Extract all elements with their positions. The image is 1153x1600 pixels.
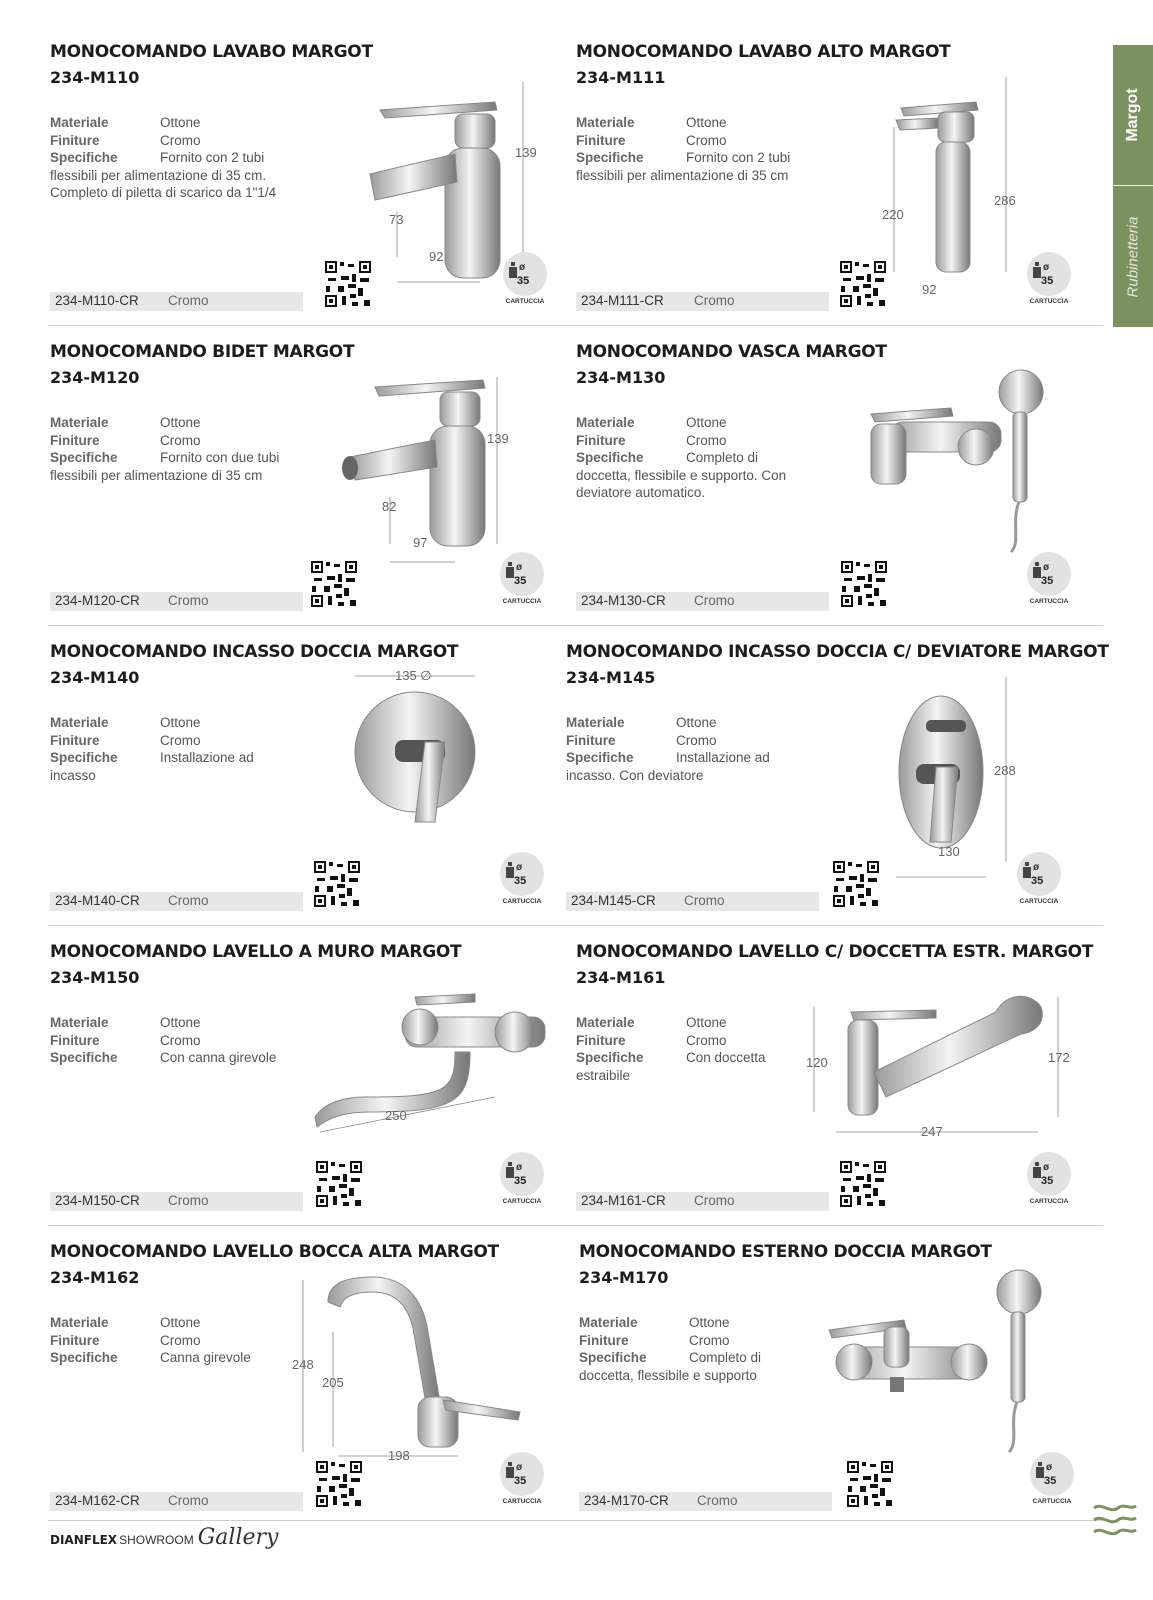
spec-label-specifiche: Specifiche — [576, 450, 644, 465]
cartridge-icon — [506, 862, 514, 878]
product-card-m150 — [50, 942, 580, 1242]
side-tab-category-label: Rubinetteria — [1124, 216, 1142, 297]
variant-row — [576, 1192, 829, 1211]
spec-value-specifiche: Completo di — [689, 1350, 762, 1365]
spec-label-materiale: Materiale — [579, 1315, 638, 1330]
product-card-m110 — [50, 42, 580, 342]
row-separator — [48, 925, 1103, 926]
spec-value-materiale: Ottone — [676, 715, 717, 730]
cartridge-badge — [1023, 552, 1075, 612]
dim-spout: 73 — [389, 212, 404, 227]
qr-code-icon[interactable] — [310, 560, 358, 608]
cartridge-size: 35 — [514, 1175, 527, 1187]
product-specs — [50, 714, 300, 784]
spec-label-specifiche: Specifiche — [50, 150, 118, 165]
spec-value-finiture: Cromo — [686, 132, 727, 148]
variant-finish: Cromo — [694, 593, 735, 608]
product-image — [806, 972, 1076, 1172]
qr-code-icon[interactable] — [846, 1460, 894, 1508]
spec-value-finiture: Cromo — [676, 732, 717, 748]
spec-value-finiture: Cromo — [160, 132, 201, 148]
product-code: 234-M162 — [50, 1268, 140, 1287]
cartridge-diameter: ø — [1043, 262, 1050, 273]
spec-note: flessibili per alimentazione di 35 cm — [576, 167, 789, 183]
product-code: 234-M170 — [579, 1268, 669, 1287]
cartridge-badge — [496, 1152, 548, 1212]
product-image — [856, 672, 1086, 872]
spec-label-materiale: Materiale — [576, 1015, 635, 1030]
variant-finish: Cromo — [168, 593, 209, 608]
cartridge-badge — [499, 252, 551, 312]
variant-finish: Cromo — [168, 893, 209, 908]
spec-value-finiture: Cromo — [686, 432, 727, 448]
spec-label-finiture: Finiture — [576, 1032, 626, 1048]
spec-label-specifiche: Specifiche — [566, 750, 634, 765]
spec-label-materiale: Materiale — [50, 1015, 109, 1030]
spec-value-specifiche: Fornito con due tubi — [160, 450, 280, 465]
spec-label-finiture: Finiture — [50, 732, 100, 748]
cartridge-label: CARTUCCIA — [1019, 898, 1059, 905]
dim-height: 288 — [994, 763, 1016, 778]
product-code: 234-M150 — [50, 968, 140, 987]
product-card-m162 — [50, 1242, 580, 1542]
spec-label-finiture: Finiture — [50, 1332, 100, 1348]
product-image — [335, 372, 565, 572]
variant-row — [50, 292, 303, 311]
row-separator — [48, 1225, 1103, 1226]
cartridge-diameter: ø — [519, 262, 526, 273]
side-tab-brand-label: Margot — [1124, 88, 1141, 142]
cartridge-badge — [1013, 852, 1065, 912]
product-card-m130 — [576, 342, 1106, 642]
product-specs — [576, 414, 826, 502]
spec-note: estraibile — [576, 1067, 631, 1083]
spec-value-materiale: Ottone — [160, 415, 201, 430]
qr-code-icon[interactable] — [313, 860, 361, 908]
product-title: MONOCOMANDO INCASSO DOCCIA MARGOT — [50, 642, 459, 662]
product-image — [861, 372, 1091, 572]
cartridge-size: 35 — [517, 275, 530, 287]
variant-code: 234-M145-CR — [571, 893, 656, 908]
product-card-m145 — [566, 642, 1109, 942]
variant-code: 234-M120-CR — [55, 593, 140, 608]
side-tab-category — [1113, 186, 1153, 327]
spec-value-specifiche: Completo di — [686, 450, 759, 465]
cartridge-diameter: ø — [1043, 1162, 1050, 1173]
spec-value-materiale: Ottone — [686, 1015, 727, 1030]
product-specs — [576, 1014, 826, 1084]
variant-code: 234-M110-CR — [55, 293, 139, 308]
footer-showroom: SHOWROOM — [119, 1533, 194, 1547]
spec-value-finiture: Cromo — [160, 432, 201, 448]
spec-value-materiale: Ottone — [160, 715, 201, 730]
cartridge-label: CARTUCCIA — [502, 898, 542, 905]
cartridge-icon — [1033, 262, 1041, 278]
spec-value-finiture: Cromo — [160, 732, 201, 748]
spec-value-specifiche: Canna girevole — [160, 1350, 251, 1365]
spec-label-specifiche: Specifiche — [50, 750, 118, 765]
product-title: MONOCOMANDO INCASSO DOCCIA C/ DEVIATORE MARGOT — [566, 642, 1109, 662]
variant-row — [566, 892, 819, 911]
variant-finish: Cromo — [684, 893, 725, 908]
dim-height-left: 120 — [806, 1055, 828, 1070]
spec-value-specifiche: Fornito con 2 tubi — [686, 150, 791, 165]
spec-note: incasso. Con deviatore — [566, 767, 704, 783]
cartridge-label: CARTUCCIA — [502, 1498, 542, 1505]
side-category-tab — [1113, 45, 1153, 327]
spec-label-materiale: Materiale — [576, 115, 635, 130]
cartridge-label: CARTUCCIA — [1029, 598, 1069, 605]
variant-finish: Cromo — [168, 293, 209, 308]
cartridge-label: CARTUCCIA — [1029, 298, 1069, 305]
spec-label-materiale: Materiale — [50, 415, 109, 430]
cartridge-label: CARTUCCIA — [502, 598, 542, 605]
footer-brand: DIANFLEX — [50, 1533, 118, 1547]
cartridge-icon — [1033, 562, 1041, 578]
spec-value-materiale: Ottone — [686, 115, 727, 130]
cartridge-icon — [509, 262, 517, 278]
cartridge-icon — [1036, 1462, 1044, 1478]
cartridge-size: 35 — [1041, 1175, 1054, 1187]
spec-value-finiture: Cromo — [686, 1032, 727, 1048]
product-code: 234-M111 — [576, 68, 666, 87]
cartridge-size: 35 — [1041, 275, 1054, 287]
dim-depth: 97 — [413, 535, 428, 550]
qr-code-icon[interactable] — [840, 560, 888, 608]
spec-value-specifiche: Fornito con 2 tubi — [160, 150, 265, 165]
footer-separator — [48, 1520, 1103, 1521]
spec-value-specifiche: Installazione ad — [160, 750, 254, 765]
cartridge-icon — [1023, 862, 1031, 878]
cartridge-size: 35 — [1031, 875, 1044, 887]
spec-value-finiture: Cromo — [160, 1032, 201, 1048]
variant-code: 234-M140-CR — [55, 893, 140, 908]
product-card-m170 — [579, 1242, 1109, 1542]
footer-script: Gallery — [197, 1525, 279, 1550]
dim-spout: 220 — [882, 207, 904, 222]
spec-label-finiture: Finiture — [566, 732, 616, 748]
product-code: 234-M110 — [50, 68, 140, 87]
spec-value-specifiche: Installazione ad — [676, 750, 770, 765]
product-card-m111 — [576, 42, 1106, 342]
dim-height-right: 172 — [1048, 1050, 1070, 1065]
cartridge-badge — [1023, 1152, 1075, 1212]
product-code: 234-M161 — [576, 968, 666, 987]
cartridge-label: CARTUCCIA — [505, 298, 545, 305]
spec-label-finiture: Finiture — [576, 432, 626, 448]
dim-height: 139 — [515, 145, 537, 160]
product-specs — [50, 1314, 300, 1367]
variant-row — [50, 1192, 303, 1211]
spec-note: flessibili per alimentazione di 35 cm. Completo di piletta di scarico da 1"1/4 — [50, 167, 277, 200]
spec-label-specifiche: Specifiche — [50, 1050, 118, 1065]
cartridge-diameter: ø — [516, 1162, 523, 1173]
product-image — [288, 1272, 518, 1472]
qr-code-icon[interactable] — [839, 1160, 887, 1208]
cartridge-label: CARTUCCIA — [502, 1198, 542, 1205]
variant-row — [576, 292, 829, 311]
spec-label-materiale: Materiale — [50, 115, 109, 130]
cartridge-label: CARTUCCIA — [1029, 1198, 1069, 1205]
variant-code: 234-M111-CR — [581, 293, 664, 308]
variant-row — [579, 1492, 832, 1511]
variant-row — [576, 592, 829, 611]
cartridge-label: CARTUCCIA — [1032, 1498, 1072, 1505]
product-specs — [50, 114, 300, 202]
dim-diameter: 135 ∅ — [395, 668, 432, 683]
product-specs — [579, 1314, 829, 1384]
cartridge-badge — [1026, 1452, 1078, 1512]
product-card-m120 — [50, 342, 580, 642]
qr-code-icon[interactable] — [324, 260, 372, 308]
spec-label-finiture: Finiture — [50, 1032, 100, 1048]
spec-label-specifiche: Specifiche — [579, 1350, 647, 1365]
cartridge-size: 35 — [1041, 575, 1054, 587]
variant-row — [50, 592, 303, 611]
product-card-m161 — [576, 942, 1106, 1242]
dim-length: 247 — [921, 1124, 943, 1139]
product-title: MONOCOMANDO LAVELLO BOCCA ALTA MARGOT — [50, 1242, 499, 1262]
variant-code: 234-M150-CR — [55, 1193, 140, 1208]
product-title: MONOCOMANDO LAVABO MARGOT — [50, 42, 373, 62]
cartridge-icon — [506, 1162, 514, 1178]
spec-value-specifiche: Con doccetta — [686, 1050, 766, 1065]
dim-depth: 92 — [922, 282, 937, 297]
product-title: MONOCOMANDO VASCA MARGOT — [576, 342, 887, 362]
qr-code-icon[interactable] — [832, 860, 880, 908]
spec-note: incasso — [50, 767, 96, 783]
product-specs — [566, 714, 816, 784]
product-image — [305, 972, 535, 1172]
dim-length: 250 — [385, 1108, 407, 1123]
cartridge-size: 35 — [514, 875, 527, 887]
product-code: 234-M120 — [50, 368, 140, 387]
spec-value-finiture: Cromo — [160, 1332, 201, 1348]
variant-finish: Cromo — [694, 1193, 735, 1208]
product-title: MONOCOMANDO LAVELLO A MURO MARGOT — [50, 942, 462, 962]
qr-code-icon[interactable] — [839, 260, 887, 308]
product-image — [335, 668, 565, 872]
product-image — [824, 1272, 1054, 1472]
spec-label-finiture: Finiture — [50, 432, 100, 448]
cartridge-size: 35 — [514, 575, 527, 587]
spec-label-materiale: Materiale — [50, 1315, 109, 1330]
cartridge-size: 35 — [1044, 1475, 1057, 1487]
spec-label-specifiche: Specifiche — [576, 1050, 644, 1065]
spec-value-specifiche: Con canna girevole — [160, 1050, 277, 1065]
spec-value-materiale: Ottone — [686, 415, 727, 430]
dim-height: 139 — [487, 431, 509, 446]
cartridge-diameter: ø — [1033, 862, 1040, 873]
product-specs — [50, 414, 300, 484]
spec-note: doccetta, flessibile e supporto. Con deviatore automatico. — [576, 467, 787, 500]
cartridge-diameter: ø — [516, 562, 523, 573]
spec-label-materiale: Materiale — [50, 715, 109, 730]
product-title: MONOCOMANDO LAVELLO C/ DOCCETTA ESTR. MARGOT — [576, 942, 1094, 962]
dim-height: 248 — [292, 1357, 314, 1372]
variant-code: 234-M162-CR — [55, 1493, 140, 1508]
spec-value-materiale: Ottone — [160, 1315, 201, 1330]
product-card-m140 — [50, 642, 580, 942]
cartridge-size: 35 — [514, 1475, 527, 1487]
product-title: MONOCOMANDO LAVABO ALTO MARGOT — [576, 42, 951, 62]
variant-code: 234-M130-CR — [581, 593, 666, 608]
spec-label-finiture: Finiture — [579, 1332, 629, 1348]
cartridge-diameter: ø — [1043, 562, 1050, 573]
spec-label-specifiche: Specifiche — [50, 450, 118, 465]
variant-code: 234-M170-CR — [584, 1493, 669, 1508]
product-code: 234-M145 — [566, 668, 656, 687]
product-code: 234-M130 — [576, 368, 666, 387]
spec-value-finiture: Cromo — [689, 1332, 730, 1348]
dim-width: 130 — [938, 844, 960, 859]
variant-row — [50, 892, 303, 911]
cartridge-diameter: ø — [516, 862, 523, 873]
cartridge-diameter: ø — [516, 1462, 523, 1473]
cartridge-diameter: ø — [1046, 1462, 1053, 1473]
row-separator — [48, 325, 1103, 326]
spec-label-specifiche: Specifiche — [50, 1350, 118, 1365]
spec-note: flessibili per alimentazione di 35 cm — [50, 467, 263, 483]
spec-label-materiale: Materiale — [566, 715, 625, 730]
qr-code-icon[interactable] — [315, 1160, 363, 1208]
variant-finish: Cromo — [697, 1493, 738, 1508]
variant-finish: Cromo — [168, 1193, 209, 1208]
product-title: MONOCOMANDO ESTERNO DOCCIA MARGOT — [579, 1242, 992, 1262]
product-title: MONOCOMANDO BIDET MARGOT — [50, 342, 355, 362]
page-footer — [50, 1525, 278, 1555]
variant-code: 234-M161-CR — [581, 1193, 666, 1208]
spec-label-specifiche: Specifiche — [576, 150, 644, 165]
spec-label-finiture: Finiture — [576, 132, 626, 148]
variant-row — [50, 1492, 303, 1511]
product-specs — [576, 114, 826, 184]
side-tab-brand — [1113, 45, 1153, 185]
spec-value-materiale: Ottone — [160, 1015, 201, 1030]
qr-code-icon[interactable] — [315, 1460, 363, 1508]
cartridge-icon — [506, 562, 514, 578]
product-image — [345, 72, 575, 272]
cartridge-badge — [496, 1452, 548, 1512]
spec-note: doccetta, flessibile e supporto — [579, 1367, 757, 1383]
variant-finish: Cromo — [694, 293, 735, 308]
product-code: 234-M140 — [50, 668, 140, 687]
variant-finish: Cromo — [168, 1493, 209, 1508]
dim-depth: 92 — [429, 249, 444, 264]
product-specs — [50, 1014, 300, 1067]
waves-logo-icon — [1092, 1500, 1137, 1540]
cartridge-badge — [1023, 252, 1075, 312]
spec-label-finiture: Finiture — [50, 132, 100, 148]
spec-label-materiale: Materiale — [576, 415, 635, 430]
spec-value-materiale: Ottone — [160, 115, 201, 130]
dim-height: 286 — [994, 193, 1016, 208]
cartridge-badge — [496, 552, 548, 612]
dim-reach: 198 — [388, 1448, 410, 1463]
spec-value-materiale: Ottone — [689, 1315, 730, 1330]
cartridge-icon — [1033, 1162, 1041, 1178]
cartridge-badge — [496, 852, 548, 912]
cartridge-icon — [506, 1462, 514, 1478]
row-separator — [48, 625, 1103, 626]
dim-spout: 82 — [382, 499, 397, 514]
dim-spout: 205 — [322, 1375, 344, 1390]
